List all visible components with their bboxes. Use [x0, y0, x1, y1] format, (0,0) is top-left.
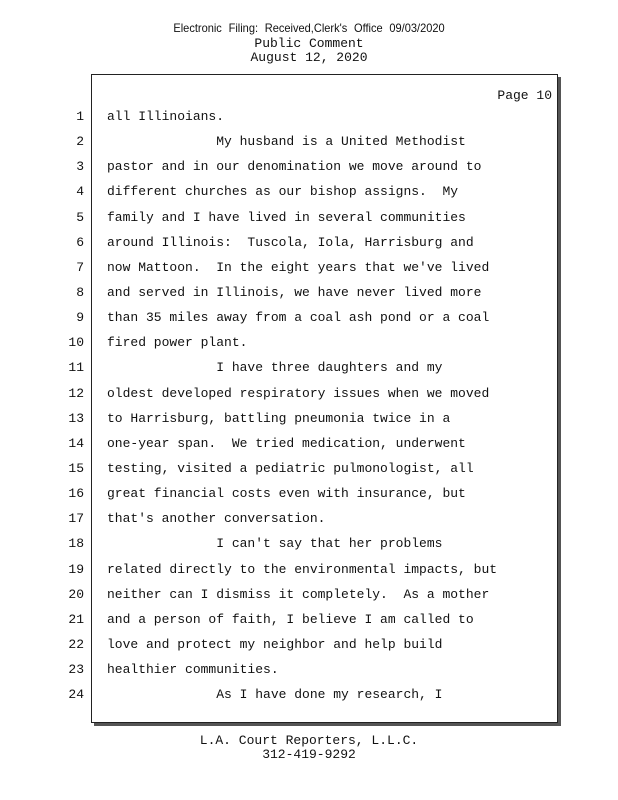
filing-stamp: Electronic Filing: Received,Clerk's Office 09/03/2020: [173, 21, 445, 35]
line-number: 3: [76, 159, 84, 175]
line-text: My husband is a United Methodist: [107, 134, 466, 150]
line-text: different churches as our bishop assigns. My: [107, 184, 459, 200]
line-number: 5: [76, 209, 84, 225]
line-text: family and I have lived in several communities: [107, 209, 466, 225]
line-text: healthier communities.: [107, 662, 279, 678]
line-text: around Illinois: Tuscola, Iola, Harrisburg and: [107, 234, 474, 250]
line-text: I can't say that her problems: [107, 536, 443, 552]
line-number: 4: [76, 184, 84, 200]
line-text: now Mattoon. In the eight years that we've lived: [107, 259, 490, 275]
header-date: August 12, 2020: [250, 50, 368, 65]
line-text: As I have done my research, I: [107, 687, 443, 703]
line-number: 2: [76, 134, 84, 150]
line-number: 23: [68, 662, 84, 678]
line-number: 15: [68, 461, 84, 476]
header-title: Public Comment: [254, 36, 364, 51]
line-number: 9: [76, 310, 84, 326]
line-number: 17: [68, 511, 84, 527]
line-number: 6: [76, 234, 84, 250]
line-number: 11: [68, 360, 84, 376]
line-text: pastor and in our denomination we move around to: [107, 159, 482, 175]
footer-phone: 312-419-9292: [262, 747, 356, 762]
line-number: 22: [68, 636, 84, 652]
line-text: oldest developed respiratory issues when we moved: [107, 385, 490, 401]
line-text: related directly to the environmental impacts, but: [107, 561, 498, 577]
line-text: one-year span. We tried medication, underwent: [107, 435, 466, 451]
line-text: I have three daughters and my: [107, 360, 443, 376]
line-text: fired power plant.: [107, 335, 248, 351]
line-number: 12: [68, 385, 84, 401]
line-text: and served in Illinois, we have never lived more: [107, 285, 482, 300]
line-number: 1: [76, 109, 84, 124]
line-number: 19: [68, 561, 84, 577]
line-text: and a person of faith, I believe I am called to: [107, 611, 474, 627]
line-number: 7: [76, 259, 84, 275]
line-number: 16: [68, 486, 84, 502]
page-number: Page 10: [497, 88, 552, 103]
line-text: to Harrisburg, battling pneumonia twice in a: [107, 410, 451, 426]
line-number: 18: [68, 536, 84, 552]
line-text: love and protect my neighbor and help build: [107, 636, 443, 652]
line-number: 14: [68, 435, 84, 451]
line-text: great financial costs even with insurance, but: [107, 486, 466, 502]
line-number: 20: [68, 586, 84, 602]
line-text: all Illinoians.: [107, 109, 225, 124]
line-text: testing, visited a pediatric pulmonologist, all: [107, 461, 474, 476]
line-number: 21: [68, 611, 84, 627]
footer-company: L.A. Court Reporters, L.L.C.: [199, 733, 419, 748]
line-number: 8: [76, 285, 84, 300]
line-number: 24: [68, 687, 84, 703]
line-number: 13: [68, 410, 84, 426]
line-text: neither can I dismiss it completely. As a mother: [107, 586, 490, 602]
line-text: that's another conversation.: [107, 511, 326, 527]
line-number: 10: [68, 335, 84, 351]
line-text: than 35 miles away from a coal ash pond or a coal: [107, 310, 490, 326]
